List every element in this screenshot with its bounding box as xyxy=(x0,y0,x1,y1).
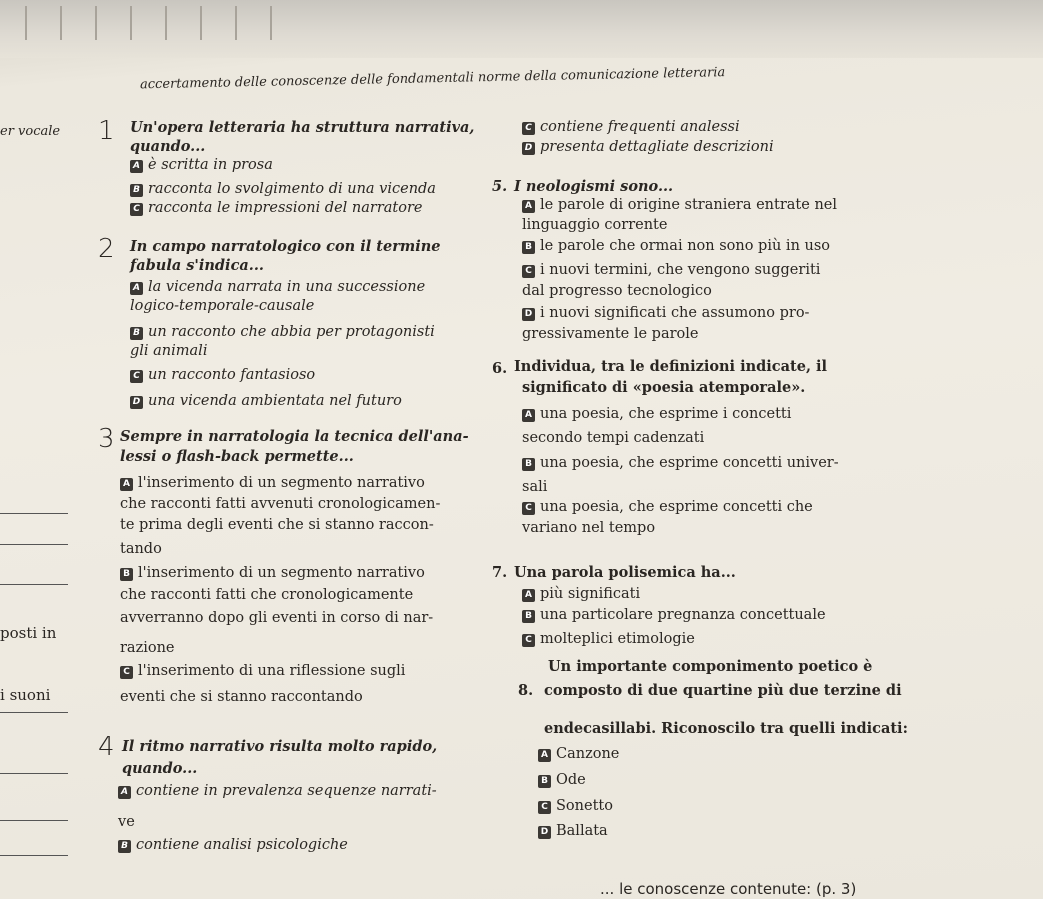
answer-option[interactable]: B un racconto che abbia per protagonisti xyxy=(130,325,435,340)
answer-blank[interactable] xyxy=(0,712,68,713)
answer-option[interactable]: C racconta le impressioni del narratore xyxy=(130,201,422,216)
question-number: 8. xyxy=(518,682,534,699)
page-header: accertamento delle conoscenze delle fondamentali norme della comunicazione letteraria xyxy=(139,65,726,93)
question-stem: Sempre in narratologia la tecnica dell'ana- xyxy=(120,428,469,445)
answer-blank[interactable] xyxy=(0,820,68,821)
answer-option[interactable]: D Ballata xyxy=(538,824,608,839)
answer-option-continuation: gli animali xyxy=(130,343,208,359)
ruler-tick xyxy=(60,6,62,40)
answer-option[interactable]: D presenta dettagliate descrizioni xyxy=(522,140,774,155)
answer-option[interactable]: C un racconto fantasioso xyxy=(130,368,315,383)
question-number: 4 xyxy=(98,732,115,762)
question-stem: Una parola polisemica ha... xyxy=(514,564,736,581)
answer-option-continuation: razione xyxy=(120,640,175,656)
margin-note: posti in xyxy=(0,624,57,642)
answer-blank[interactable] xyxy=(0,855,68,856)
question-number: 2 xyxy=(98,234,115,264)
ruler-tick xyxy=(200,6,202,40)
page-footer: ... le conoscenze contenute: (p. 3) xyxy=(600,880,857,898)
answer-blank[interactable] xyxy=(0,544,68,545)
answer-option-continuation: dal progresso tecnologico xyxy=(522,283,712,299)
answer-option[interactable]: A una poesia, che esprime i concetti xyxy=(522,407,791,422)
answer-option[interactable]: C molteplici etimologie xyxy=(522,632,695,647)
answer-option[interactable]: A l'inserimento di un segmento narrativo xyxy=(120,476,425,491)
answer-option[interactable]: A contiene in prevalenza sequenze narrati- xyxy=(118,784,437,799)
top-strip xyxy=(0,0,1043,58)
answer-option[interactable]: A la vicenda narrata in una successione xyxy=(130,280,425,295)
answer-option[interactable]: C una poesia, che esprime concetti che xyxy=(522,500,813,515)
question-stem: I neologismi sono... xyxy=(514,178,674,195)
ruler-tick xyxy=(270,6,272,40)
answer-option-continuation: variano nel tempo xyxy=(522,520,656,536)
answer-option[interactable]: A le parole di origine straniera entrate nel xyxy=(522,198,837,213)
answer-option-continuation: secondo tempi cadenzati xyxy=(522,430,705,446)
answer-option-continuation: logico-temporale-causale xyxy=(130,298,315,314)
answer-option[interactable]: B le parole che ormai non sono più in uso xyxy=(522,239,830,254)
answer-option[interactable]: B l'inserimento di un segmento narrativo xyxy=(120,566,425,581)
answer-option-continuation: sali xyxy=(522,479,548,495)
answer-option[interactable]: D i nuovi significati che assumono pro- xyxy=(522,306,809,321)
answer-blank[interactable] xyxy=(0,773,68,774)
answer-option[interactable]: B contiene analisi psicologiche xyxy=(118,838,348,853)
ruler-tick xyxy=(165,6,167,40)
answer-blank[interactable] xyxy=(0,513,68,514)
question-stem: In campo narratologico con il termine xyxy=(130,238,441,255)
answer-option-continuation: che racconti fatti avvenuti cronologicamen- xyxy=(120,496,441,512)
answer-option-continuation: linguaggio corrente xyxy=(522,217,668,233)
question-number: 6. xyxy=(492,360,508,377)
margin-note: er vocale xyxy=(0,124,61,139)
answer-blank[interactable] xyxy=(0,584,68,585)
answer-option[interactable]: B Ode xyxy=(538,773,586,788)
answer-option[interactable]: B una particolare pregnanza concettuale xyxy=(522,608,826,623)
question-stem: quando... xyxy=(122,760,198,777)
answer-option-continuation: eventi che si stanno raccontando xyxy=(120,689,363,705)
answer-option[interactable]: C l'inserimento di una riflessione sugli xyxy=(120,664,405,679)
ruler-tick xyxy=(235,6,237,40)
question-stem: Un'opera letteraria ha struttura narrativa, xyxy=(130,119,475,136)
answer-option-continuation: ve xyxy=(118,814,135,830)
answer-option-continuation: gressivamente le parole xyxy=(522,326,699,342)
question-number: 7. xyxy=(492,564,508,581)
answer-option-continuation: te prima degli eventi che si stanno raccon- xyxy=(120,517,434,533)
question-stem: fabula s'indica... xyxy=(130,257,264,274)
question-stem: Individua, tra le definizioni indicate, il xyxy=(514,358,828,375)
question-stem: significato di «poesia atemporale». xyxy=(522,379,806,396)
question-stem: composto di due quartine più due terzine di xyxy=(544,682,902,699)
answer-option[interactable]: A più significati xyxy=(522,587,640,602)
answer-option[interactable]: A Canzone xyxy=(538,747,619,762)
answer-option[interactable]: C i nuovi termini, che vengono suggeriti xyxy=(522,263,820,278)
answer-option[interactable]: B una poesia, che esprime concetti univer- xyxy=(522,456,839,471)
question-stem: endecasillabi. Riconoscilo tra quelli indicati: xyxy=(544,720,908,737)
question-stem: Un importante componimento poetico è xyxy=(548,658,873,675)
question-number: 5. xyxy=(492,178,508,195)
question-stem: lessi o flash-back permette... xyxy=(120,448,354,465)
ruler-tick xyxy=(25,6,27,40)
question-stem: quando... xyxy=(130,138,206,155)
ruler-tick xyxy=(130,6,132,40)
question-stem: Il ritmo narrativo risulta molto rapido, xyxy=(122,738,438,755)
answer-option[interactable]: C Sonetto xyxy=(538,799,613,814)
answer-option-continuation: avverranno dopo gli eventi in corso di nar- xyxy=(120,610,434,626)
answer-option[interactable]: D una vicenda ambientata nel futuro xyxy=(130,394,402,409)
answer-option[interactable]: C contiene frequenti analessi xyxy=(522,120,740,135)
answer-option-continuation: che racconti fatti che cronologicamente xyxy=(120,587,414,603)
question-number: 1 xyxy=(98,116,115,146)
ruler-tick xyxy=(95,6,97,40)
margin-note: i suoni xyxy=(0,686,51,704)
answer-option[interactable]: A è scritta in prosa xyxy=(130,158,273,173)
answer-option-continuation: tando xyxy=(120,541,162,557)
answer-option[interactable]: B racconta lo svolgimento di una vicenda xyxy=(130,182,436,197)
question-number: 3 xyxy=(98,424,115,454)
